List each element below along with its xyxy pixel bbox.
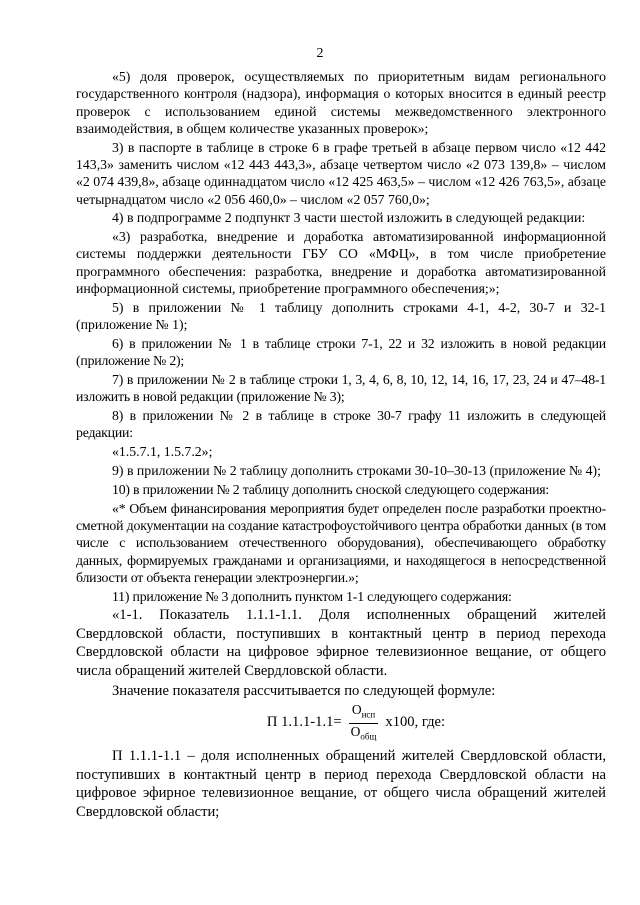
paragraph-item-9: 9) в приложении № 2 таблицу дополнить строками 30-10–30-13 (приложение № 4); — [112, 463, 601, 479]
document-body — [76, 68, 606, 822]
paragraph-quote-codes: «1.5.7.1, 1.5.7.2»; — [112, 444, 213, 460]
paragraph-item-11: 11) приложение № 3 дополнить пунктом 1-1 следующего содержания: — [112, 588, 512, 604]
page-number: 2 — [316, 46, 324, 61]
paragraph-item-5: «5) доля проверок, осуществляемых по приоритетным видам регионального государственного контроля (надзора), информация о которых вносится в единый реестр проверок с использованием единой системы межведомственного электронного взаимодействия, в общем количестве указанных проверок»; — [76, 69, 606, 136]
formula-lhs: П 1.1.1-1.1= — [266, 714, 342, 731]
formula-denominator: $О_{общ}$ — [350, 723, 377, 742]
paragraph-footnote-quote: «* Объем финансирования мероприятия будет определен после разработки проектно-сметной документации на создание катастрофоустойчивого центра обработки данных (в том числе с использованием отечественного оборудования), обеспечивающего обработку данных, формируемых гражданами и организациями, и находящегося в непосредственной близости от объекта генерации электроэнергии.»; — [76, 500, 606, 585]
formula-fraction — [348, 702, 380, 744]
paragraph-item-4-subprogram: 4) в подпрограмме 2 подпункт 3 части шестой изложить в следующей редакции: — [112, 210, 586, 226]
paragraph-item-7: 7) в приложении № 2 в таблице строки 1, 3, 4, 6, 8, 10, 12, 14, 16, 17, 23, 24 и 47–48-1 изложить в новой редакции (приложение № 3); — [76, 372, 606, 405]
paragraph-formula-definition: П 1.1.1-1.1 – доля исполненных обращений жителей Свердловской области, поступивших в контактный центр в период перехода Свердловской области на цифровое эфирное телевизионное вещание, от общего числа обращений жителей Свердловской области; — [76, 748, 606, 820]
paragraph-item-5-appendix: 5) в приложении № 1 таблицу дополнить строками 4-1, 4-2, 30-7 и 32-1 (приложение № 1); — [76, 299, 606, 333]
paragraph-item-8: 8) в приложении № 2 в таблице в строке 30-7 графу 11 изложить в следующей редакции: — [76, 408, 606, 441]
formula-numerator: $О_{исп}$ — [349, 702, 378, 724]
paragraph-item-10: 10) в приложении № 2 таблицу дополнить сноской следующего содержания: — [112, 481, 550, 497]
paragraph-item-6: 6) в приложении № 1 в таблице строки 7-1, 22 и 32 изложить в новой редакции (приложение № 2); — [76, 335, 606, 369]
paragraph-item-3-passport: 3) в паспорте в таблице в строке 6 в графе третьей в абзаце первом число «12 442 143,3» заменить числом «12 443 443,3», абзаце четвертом число «2 073 139,8» – числом «2 074 439,8», абзаце одиннадцатом число «12 425 463,5» – числом «12 426 763,5», абзаце четырнадцатом число «2 056 460,0» – числом «2 057 760,0»; — [76, 139, 606, 207]
formula-rhs: х100, где: — [385, 714, 446, 731]
paragraph-indicator-definition: «1-1. Показатель 1.1.1-1.1. Доля исполненных обращений жителей Свердловской области, поступивших в контактный центр в период перехода Свердловской области на цифровое эфирное телевизионное вещание, от общего числа обращений жителей Свердловской области. — [76, 607, 606, 679]
paragraph-formula-intro: Значение показателя рассчитывается по следующей формуле: — [112, 682, 496, 699]
indicator-formula — [106, 702, 606, 744]
paragraph-quote-3: «3) разработка, внедрение и доработка автоматизированной информационной системы поддержки деятельности ГБУ СО «МФЦ», в том числе приобретение программного обеспечения: разработка, внедрение и доработка автоматизированной информационной системы, приобретение программного обеспечения;»; — [76, 229, 606, 297]
